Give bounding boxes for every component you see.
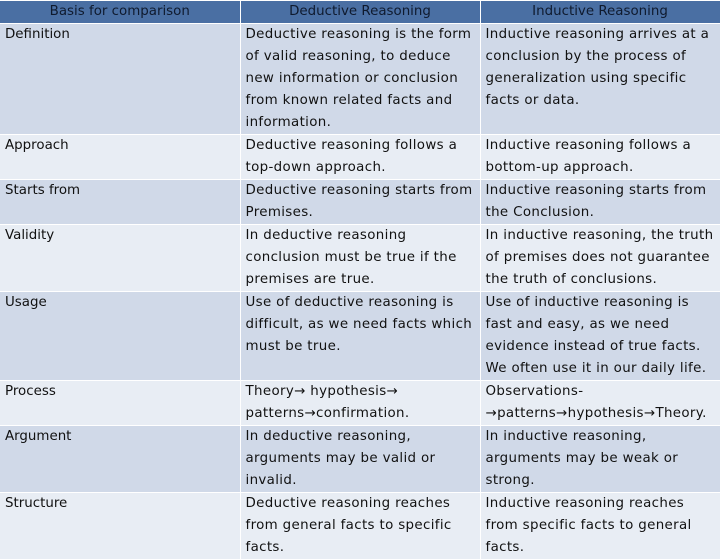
row-label: Starts from — [0, 180, 240, 225]
deductive-cell: Deductive reasoning reaches from general facts to specific facts. — [240, 493, 480, 559]
inductive-cell: In inductive reasoning, arguments may be weak or strong. — [480, 426, 720, 493]
table-row — [0, 426, 720, 493]
deductive-cell: Deductive reasoning starts from Premises. — [240, 180, 480, 225]
table-row — [0, 135, 720, 180]
table-row — [0, 292, 720, 381]
deductive-cell: Theory→ hypothesis→ patterns→confirmation. — [240, 381, 480, 426]
inductive-cell: Inductive reasoning arrives at a conclusion by the process of generalization using specific facts or data. — [480, 24, 720, 135]
inductive-cell: Use of inductive reasoning is fast and easy, as we need evidence instead of true facts. We often use it in our daily life. — [480, 292, 720, 381]
row-label: Approach — [0, 135, 240, 180]
table-row — [0, 493, 720, 559]
deductive-cell: In deductive reasoning conclusion must be true if the premises are true. — [240, 225, 480, 292]
inductive-cell: Inductive reasoning reaches from specific facts to general facts. — [480, 493, 720, 559]
table-row — [0, 225, 720, 292]
table-header-row — [0, 1, 720, 24]
row-label: Process — [0, 381, 240, 426]
table-row — [0, 24, 720, 135]
deductive-cell: In deductive reasoning, arguments may be valid or invalid. — [240, 426, 480, 493]
deductive-cell: Use of deductive reasoning is difficult, as we need facts which must be true. — [240, 292, 480, 381]
header-basis: Basis for comparison — [0, 1, 240, 24]
inductive-cell: In inductive reasoning, the truth of premises does not guarantee the truth of conclusions. — [480, 225, 720, 292]
row-label: Validity — [0, 225, 240, 292]
header-inductive: Inductive Reasoning — [480, 1, 720, 24]
inductive-cell: Observations-→patterns→hypothesis→Theory. — [480, 381, 720, 426]
table-row — [0, 381, 720, 426]
row-label: Definition — [0, 24, 240, 135]
header-deductive: Deductive Reasoning — [240, 1, 480, 24]
table-row — [0, 180, 720, 225]
row-label: Structure — [0, 493, 240, 559]
row-label: Argument — [0, 426, 240, 493]
deductive-cell: Deductive reasoning follows a top-down approach. — [240, 135, 480, 180]
inductive-cell: Inductive reasoning starts from the Conclusion. — [480, 180, 720, 225]
inductive-cell: Inductive reasoning follows a bottom-up approach. — [480, 135, 720, 180]
row-label: Usage — [0, 292, 240, 381]
deductive-cell: Deductive reasoning is the form of valid reasoning, to deduce new information or conclusion from known related facts and information. — [240, 24, 480, 135]
